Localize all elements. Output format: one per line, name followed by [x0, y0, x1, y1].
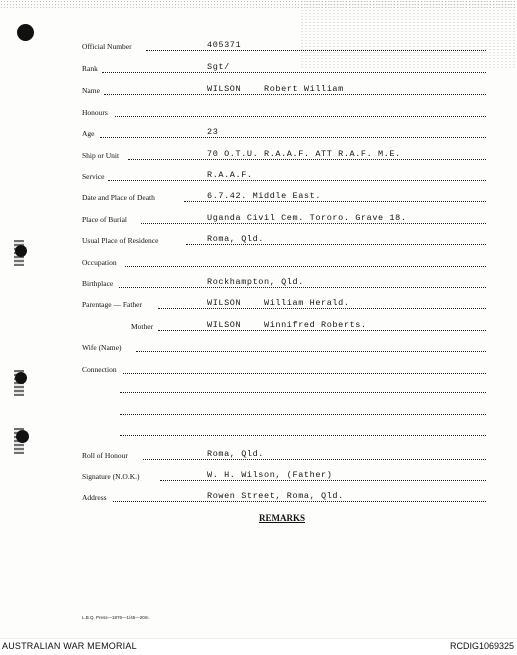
record-id: RCDIG1069325 — [449, 641, 514, 651]
field-label: Parentage — Father — [82, 300, 142, 309]
field-value: Uganda Civil Cem. Tororo. Grave 18. — [207, 213, 407, 223]
field-value: 70 O.T.U. R.A.A.F. ATT R.A.F. M.E. — [207, 149, 401, 159]
field-label: Roll of Honour — [82, 451, 128, 460]
scan-noise — [300, 0, 517, 70]
field-value: Sgt/ — [207, 62, 230, 72]
dotted-line — [115, 116, 486, 117]
field-place-of-burial — [0, 213, 517, 227]
dotted-line — [123, 373, 486, 374]
archive-footer — [0, 638, 517, 655]
dotted-line — [128, 159, 486, 160]
field-roll-of-honour — [0, 449, 517, 463]
field-signature — [0, 470, 517, 484]
dotted-line — [141, 223, 486, 224]
field-date-place-death — [0, 191, 517, 205]
field-label: Birthplace — [82, 279, 114, 288]
field-label: Mother — [131, 322, 154, 331]
field-label: Address — [82, 493, 107, 502]
field-wife — [0, 341, 517, 355]
dotted-line — [120, 435, 486, 436]
punch-hole-icon — [17, 24, 34, 41]
field-value: Roma, Qld. — [207, 449, 265, 459]
field-label: Name — [82, 86, 100, 95]
field-rank — [0, 62, 517, 76]
dotted-line — [186, 244, 486, 245]
dotted-line — [146, 50, 486, 51]
remarks-heading: REMARKS — [259, 513, 306, 523]
field-label: Ship or Unit — [82, 151, 120, 160]
field-label: Signature (N.O.K.) — [82, 472, 140, 481]
punch-hole-icon — [16, 430, 29, 443]
field-father — [0, 298, 517, 312]
field-value: WILSON William Herald. — [207, 298, 350, 308]
dotted-line — [102, 72, 486, 73]
field-official-number — [0, 40, 517, 54]
dotted-line — [184, 201, 486, 202]
field-value: Roma, Qld. — [207, 234, 265, 244]
field-value: 405371 — [207, 40, 242, 50]
field-label: Place of Burial — [82, 215, 127, 224]
field-label: Service — [82, 172, 105, 181]
field-value: 6.7.42. Middle East. — [207, 191, 322, 201]
dotted-line — [136, 351, 486, 352]
field-value: WILSON Robert William — [207, 84, 344, 94]
field-label: Occupation — [82, 258, 117, 267]
field-label: Date and Place of Death — [82, 193, 155, 202]
archive-name: AUSTRALIAN WAR MEMORIAL — [2, 641, 137, 651]
field-value: Rockhampton, Qld. — [207, 277, 304, 287]
dotted-line — [113, 501, 486, 502]
field-label: Age — [82, 129, 95, 138]
field-value: W. H. Wilson, (Father) — [207, 470, 333, 480]
field-name — [0, 84, 517, 98]
field-label: Usual Place of Residence — [82, 236, 159, 245]
dotted-line — [119, 287, 486, 288]
dotted-line — [125, 266, 486, 267]
dotted-line — [108, 180, 486, 181]
field-birthplace — [0, 277, 517, 291]
dotted-line — [158, 308, 486, 309]
printer-footnote: L.B.Q. Press—1976—1/45—20m. — [82, 615, 150, 620]
dotted-line — [104, 94, 486, 95]
field-age — [0, 127, 517, 141]
field-address — [0, 491, 517, 505]
dotted-line — [143, 459, 486, 460]
field-label: Honours — [82, 108, 108, 117]
dotted-line — [160, 480, 486, 481]
field-label: Rank — [82, 64, 98, 73]
field-service — [0, 170, 517, 184]
field-value: WILSON Winnifred Roberts. — [207, 320, 367, 330]
field-connection — [0, 363, 517, 377]
dotted-line — [100, 137, 486, 138]
field-honours — [0, 106, 517, 120]
field-label: Connection — [82, 365, 117, 374]
dotted-line — [120, 414, 486, 415]
field-value: R.A.A.F. — [207, 170, 253, 180]
field-label: Official Number — [82, 42, 132, 51]
field-ship-or-unit — [0, 149, 517, 163]
field-value: Rowen Street, Roma, Qld. — [207, 491, 344, 501]
field-usual-residence — [0, 234, 517, 248]
field-value: 23 — [207, 127, 219, 137]
field-label: Wife (Name) — [82, 343, 122, 352]
field-mother — [0, 320, 517, 334]
field-occupation — [0, 256, 517, 270]
dotted-line — [158, 330, 486, 331]
dotted-line — [120, 392, 486, 393]
